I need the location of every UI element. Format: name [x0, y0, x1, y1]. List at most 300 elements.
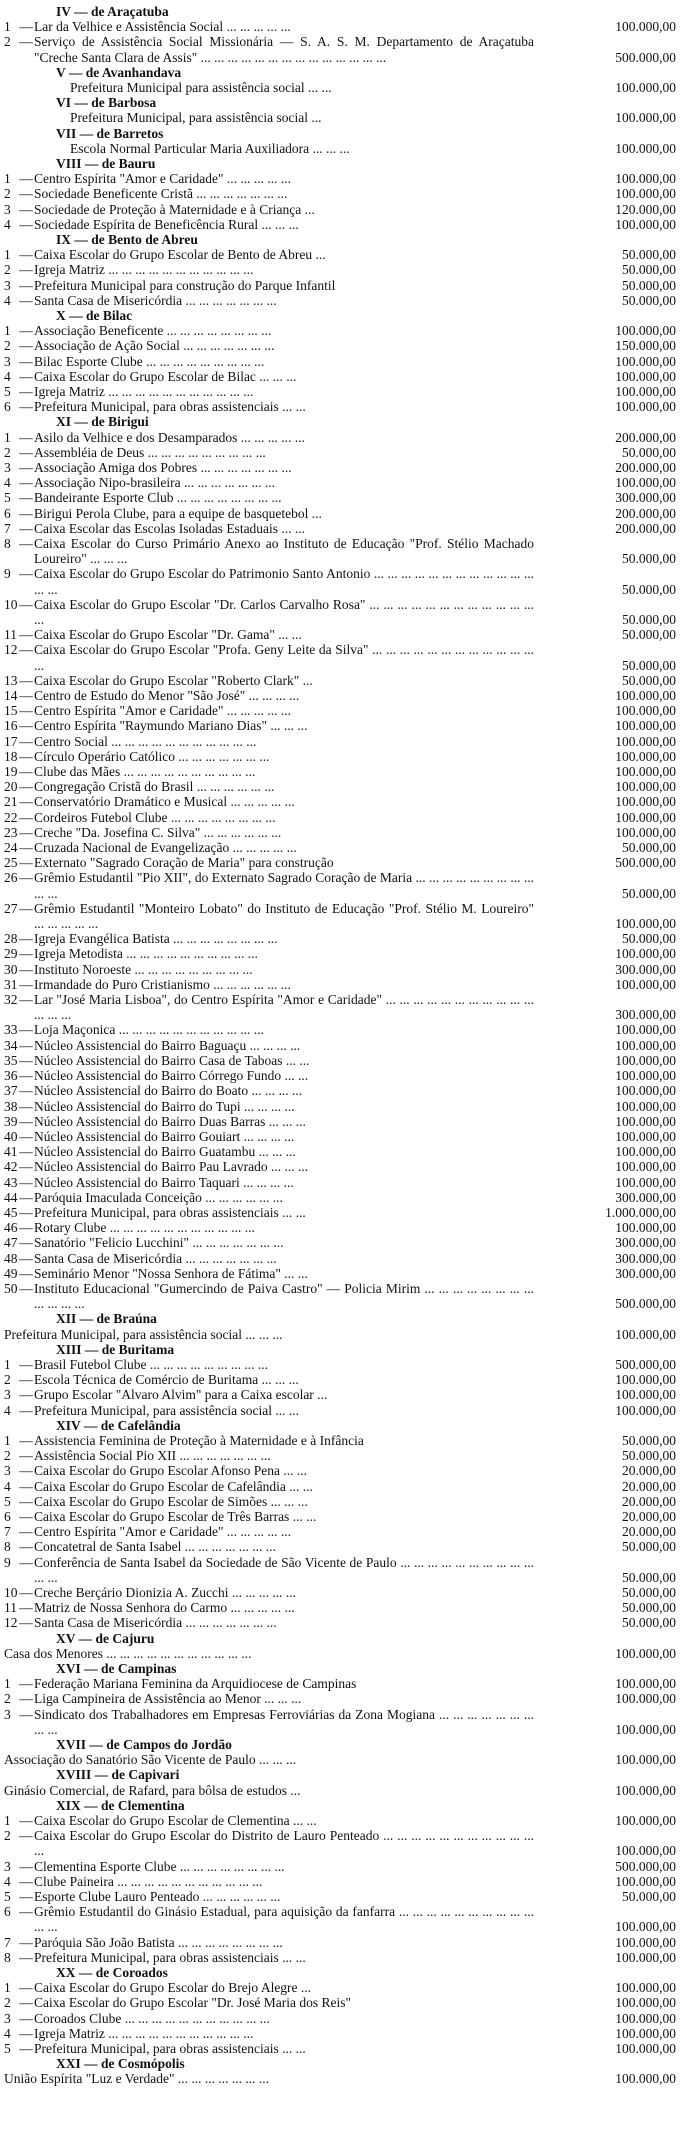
- list-item: [4, 688, 676, 703]
- item-dash: —: [19, 1037, 33, 1053]
- item-amount: 50.000,00: [622, 1888, 676, 1904]
- item-dash: —: [19, 1554, 33, 1570]
- item-amount: 100.000,00: [615, 764, 676, 780]
- item-description: Prefeitura Municipal para assistência social ... ...: [70, 79, 332, 95]
- item-number: 1: [4, 171, 11, 187]
- item-dash: —: [19, 1873, 33, 1889]
- item-description: Brasil Futebol Clube ... ... ... ... ... ... ... ... ...: [34, 1356, 268, 1372]
- list-item: [4, 749, 676, 764]
- list-item: [4, 278, 676, 293]
- list-item: [4, 1691, 676, 1706]
- item-number: 1: [4, 1676, 11, 1692]
- item-description: Cruzada Nacional de Evangelização ... ... ... ... ...: [34, 840, 297, 856]
- item-amount: 100.000,00: [615, 2040, 676, 2056]
- item-dash: —: [19, 672, 33, 688]
- item-description: Externato "Sagrado Coração de Maria" para construção: [34, 855, 334, 871]
- item-dash: —: [19, 718, 33, 734]
- item-amount: 100.000,00: [615, 1052, 676, 1068]
- item-dash: —: [19, 870, 33, 886]
- item-number: 34: [4, 1037, 18, 1053]
- list-item: [4, 1205, 676, 1220]
- item-amount: 100.000,00: [615, 1721, 676, 1737]
- item-number: 2: [4, 444, 11, 460]
- item-number: 3: [4, 1463, 11, 1479]
- list-item: [4, 1144, 676, 1159]
- item-description: Caixa Escolar do Grupo Escolar "Profa. Geny Leite da Silva" ... ... ... ... ... ... ... ... ... ... ... ... ...: [34, 642, 534, 673]
- item-dash: —: [19, 627, 33, 643]
- item-dash: —: [19, 520, 33, 536]
- item-description: Núcleo Assistencial do Bairro do Boato ... ... ... ...: [34, 1083, 303, 1099]
- item-amount: 100.000,00: [615, 1691, 676, 1707]
- list-item: [4, 1615, 676, 1630]
- list-item: [4, 247, 676, 262]
- item-number: 2: [4, 262, 11, 278]
- item-amount: 100.000,00: [615, 703, 676, 719]
- item-number: 7: [4, 1524, 11, 1540]
- item-number: 5: [4, 2040, 11, 2056]
- item-number: 1: [4, 1356, 11, 1372]
- item-number: 45: [4, 1204, 18, 1220]
- list-item: [4, 1524, 676, 1539]
- item-dash: —: [19, 1934, 33, 1950]
- item-amount: 50.000,00: [622, 672, 676, 688]
- item-amount: 120.000,00: [615, 201, 676, 217]
- item-dash: —: [19, 1113, 33, 1129]
- item-description: Clementina Esporte Clube ... ... ... ... ... ... ... ...: [34, 1858, 285, 1874]
- list-item: [4, 186, 676, 201]
- list-item: [4, 673, 676, 688]
- item-number: 14: [4, 688, 18, 704]
- item-number: 11: [4, 627, 17, 643]
- item-amount: 100.000,00: [615, 1113, 676, 1129]
- item-description: Associação Nipo-brasileira ... ... ... ... ... ... ...: [34, 475, 276, 491]
- list-item: [4, 931, 676, 946]
- item-amount: 100.000,00: [615, 1782, 676, 1798]
- item-number: 30: [4, 961, 18, 977]
- item-amount: 100.000,00: [615, 1220, 676, 1236]
- item-number: 16: [4, 718, 18, 734]
- section-heading: XIV — de Cafelândia: [56, 1417, 181, 1433]
- item-dash: —: [19, 733, 33, 749]
- item-amount: 100.000,00: [615, 2010, 676, 2026]
- item-amount: 50.000,00: [622, 657, 676, 673]
- list-item: [4, 825, 676, 840]
- list-item: [4, 1114, 676, 1129]
- item-description: Núcleo Assistencial do Bairro Taquari ... ... ... ...: [34, 1174, 294, 1190]
- item-description: Prefeitura Municipal para construção do Parque Infantil: [34, 277, 336, 293]
- item-number: 3: [4, 201, 11, 217]
- section-heading: VI — de Barbosa: [56, 95, 157, 111]
- item-number: 43: [4, 1174, 18, 1190]
- item-description: Assembléia de Deus ... ... ... ... ... ... ... ... ...: [34, 444, 266, 460]
- item-number: 22: [4, 809, 18, 825]
- item-amount: 100.000,00: [615, 186, 676, 202]
- section-heading: VIII — de Bauru: [56, 155, 156, 171]
- item-dash: —: [19, 338, 33, 354]
- list-item: [4, 794, 676, 809]
- item-amount: 100.000,00: [615, 1083, 676, 1099]
- item-amount: 500.000,00: [615, 1858, 676, 1874]
- item-dash: —: [19, 1949, 33, 1965]
- item-number: 23: [4, 824, 18, 840]
- section-heading: IX — de Bento de Abreu: [56, 231, 198, 247]
- item-amount: 100.000,00: [615, 1752, 676, 1768]
- item-description: Clube das Mães ... ... ... ... ... ... ... ... ... ...: [34, 764, 256, 780]
- list-item: [4, 1904, 676, 1934]
- item-dash: —: [19, 171, 33, 187]
- list-item: [4, 1235, 676, 1250]
- item-amount: 100.000,00: [615, 140, 676, 156]
- item-dash: —: [19, 383, 33, 399]
- item-amount: 300.000,00: [615, 490, 676, 506]
- item-number: 5: [4, 1888, 11, 1904]
- item-amount: 50.000,00: [622, 262, 676, 278]
- item-dash: —: [19, 1235, 33, 1251]
- item-amount: 20.000,00: [622, 1493, 676, 1509]
- item-description: Caixa Escolar do Grupo Escolar de Cafelândia ... ...: [34, 1478, 313, 1494]
- item-dash: —: [19, 292, 33, 308]
- item-number: 39: [4, 1113, 18, 1129]
- item-description: Prefeitura Municipal, para assistência social ...: [70, 110, 322, 126]
- item-amount: 300.000,00: [615, 961, 676, 977]
- item-description: Irmandade do Puro Cristianismo ... ... ... ... ... ...: [34, 976, 291, 992]
- item-dash: —: [19, 247, 33, 263]
- item-description: Assistencia Feminina de Proteção à Maternidade e à Infância: [34, 1432, 364, 1448]
- item-description: Instituto Noroeste ... ... ... ... ... ... ... ... ...: [34, 961, 253, 977]
- list-item: [4, 718, 676, 733]
- item-dash: —: [19, 1432, 33, 1448]
- item-amount: 300.000,00: [615, 1007, 676, 1023]
- item-amount: 1.000.000,00: [605, 1204, 676, 1220]
- item-number: 46: [4, 1220, 18, 1236]
- item-dash: —: [19, 946, 33, 962]
- item-dash: —: [19, 840, 33, 856]
- item-amount: 20.000,00: [622, 1508, 676, 1524]
- item-number: 27: [4, 900, 18, 916]
- item-amount: 100.000,00: [615, 1326, 676, 1342]
- item-amount: 50.000,00: [622, 885, 676, 901]
- list-item: [4, 1889, 676, 1904]
- item-amount: 100.000,00: [615, 1934, 676, 1950]
- list-item: [4, 2011, 676, 2026]
- list-item: [4, 1099, 676, 1114]
- section-heading: XX — de Coroados: [56, 1964, 168, 1980]
- item-description: Santa Casa de Misericórdia ... ... ... ... ... ... ...: [34, 1615, 277, 1631]
- item-number: 2: [4, 1448, 11, 1464]
- item-number: 35: [4, 1052, 18, 1068]
- item-description: Conservatório Dramático e Musical ... ... ... ... ...: [34, 794, 295, 810]
- item-number: 3: [4, 277, 11, 293]
- item-dash: —: [19, 1022, 33, 1038]
- section-heading: IV — de Araçatuba: [56, 4, 169, 19]
- item-description: Creche Berçário Dionizia A. Zucchi ... ... ... ... ...: [34, 1584, 297, 1600]
- item-number: 4: [4, 1402, 11, 1418]
- item-description: Igreja Matriz ... ... ... ... ... ... ... ... ... ... ...: [34, 262, 254, 278]
- item-dash: —: [19, 764, 33, 780]
- list-item: [4, 1859, 676, 1874]
- item-amount: 100.000,00: [615, 323, 676, 339]
- item-amount: 20.000,00: [622, 1524, 676, 1540]
- list-item: [4, 1783, 676, 1798]
- section-heading: XVI — de Campinas: [56, 1660, 177, 1676]
- item-number: 12: [4, 642, 18, 658]
- list-item: [4, 1159, 676, 1174]
- item-dash: —: [19, 1828, 33, 1844]
- item-number: 6: [4, 1904, 11, 1920]
- item-dash: —: [19, 1387, 33, 1403]
- item-number: 8: [4, 1539, 11, 1555]
- item-number: 10: [4, 1584, 18, 1600]
- item-amount: 100.000,00: [615, 1995, 676, 2011]
- item-amount: 500.000,00: [615, 49, 676, 65]
- item-amount: 100.000,00: [615, 1372, 676, 1388]
- item-dash: —: [19, 1174, 33, 1190]
- list-item: [4, 1813, 676, 1828]
- section-heading: XV — de Cajuru: [56, 1630, 155, 1646]
- item-dash: —: [19, 201, 33, 217]
- item-number: 31: [4, 976, 18, 992]
- item-description: Caixa Escolar do Grupo Escolar do Brejo Alegre ...: [34, 1980, 312, 1996]
- list-item: [4, 1555, 676, 1585]
- item-amount: 50.000,00: [622, 840, 676, 856]
- item-dash: —: [19, 855, 33, 871]
- item-description: Ginásio Comercial, de Rafard, para bôlsa de estudos ...: [4, 1782, 301, 1798]
- item-amount: 100.000,00: [615, 718, 676, 734]
- item-number: 10: [4, 596, 18, 612]
- list-item: [4, 19, 676, 34]
- item-description: Sociedade Espírita de Beneficência Rural ... ... ...: [34, 216, 299, 232]
- item-number: 7: [4, 520, 11, 536]
- item-description: Congregação Cristã do Brasil ... ... ... ... ... ...: [34, 779, 275, 795]
- item-amount: 50.000,00: [622, 1569, 676, 1585]
- item-dash: —: [19, 1128, 33, 1144]
- item-description: Prefeitura Municipal, para obras assistenciais ... ...: [34, 1949, 306, 1965]
- item-dash: —: [19, 19, 33, 35]
- item-amount: 300.000,00: [615, 1189, 676, 1205]
- item-number: 26: [4, 870, 18, 886]
- item-description: Casa dos Menores ... ... ... ... ... ... ... ... ... ... ...: [4, 1645, 252, 1661]
- section-heading: XVIII — de Capivari: [56, 1767, 180, 1783]
- item-amount: 50.000,00: [622, 1600, 676, 1616]
- list-item: [4, 1251, 676, 1266]
- list-item: [4, 1509, 676, 1524]
- item-dash: —: [19, 748, 33, 764]
- item-amount: 50.000,00: [622, 1584, 676, 1600]
- item-description: Núcleo Assistencial do Bairro Guatambu ... ... ...: [34, 1144, 296, 1160]
- item-number: 2: [4, 338, 11, 354]
- list-item: [4, 946, 676, 961]
- item-amount: 300.000,00: [615, 1235, 676, 1251]
- item-amount: 20.000,00: [622, 1463, 676, 1479]
- item-description: Caixa Escolar do Grupo Escolar "Dr. Carlos Carvalho Rosa" ... ... ... ... ... ... ... ... ... ... ... ... ...: [34, 596, 534, 627]
- list-item: [4, 1433, 676, 1448]
- item-description: Coroados Clube ... ... ... ... ... ... ... ... ... ... ...: [34, 2010, 270, 2026]
- item-dash: —: [19, 1189, 33, 1205]
- item-number: 36: [4, 1068, 18, 1084]
- item-number: 50: [4, 1280, 18, 1296]
- item-description: Paróquia Imaculada Conceição ... ... ... ... ... ...: [34, 1189, 283, 1205]
- list-item: [4, 202, 676, 217]
- item-dash: —: [19, 976, 33, 992]
- item-number: 3: [4, 1858, 11, 1874]
- item-amount: 100.000,00: [615, 1144, 676, 1160]
- item-dash: —: [19, 1539, 33, 1555]
- item-amount: 100.000,00: [615, 2071, 676, 2087]
- item-amount: 100.000,00: [615, 946, 676, 962]
- item-description: Caixa Escolar do Grupo Escolar de Bento de Abreu ...: [34, 247, 326, 263]
- list-item: [4, 521, 676, 536]
- item-amount: 500.000,00: [615, 1356, 676, 1372]
- list-item: [4, 1494, 676, 1509]
- item-number: 1: [4, 1812, 11, 1828]
- item-amount: 100.000,00: [615, 1645, 676, 1661]
- item-number: 2: [4, 34, 11, 50]
- item-dash: —: [19, 1615, 33, 1631]
- list-item: [4, 1175, 676, 1190]
- item-description: Prefeitura Municipal, para assistência social ... ...: [34, 1402, 300, 1418]
- list-item: [4, 384, 676, 399]
- item-number: 18: [4, 748, 18, 764]
- item-dash: —: [19, 1691, 33, 1707]
- item-description: Caixa Escolar do Grupo Escolar de Bilac ... ... ...: [34, 368, 297, 384]
- list-item: [4, 34, 676, 64]
- item-amount: 100.000,00: [615, 733, 676, 749]
- item-dash: —: [19, 1706, 33, 1722]
- item-dash: —: [19, 1995, 33, 2011]
- list-item: [4, 2071, 676, 2086]
- item-description: Igreja Matriz ... ... ... ... ... ... ... ... ... ... ...: [34, 2025, 254, 2041]
- item-description: Caixa Escolar do Grupo Escolar "Dr. José Maria dos Reis": [34, 1995, 351, 2011]
- list-item: [4, 597, 676, 627]
- item-description: Escola Técnica de Comércio de Buritama ... ... ...: [34, 1372, 299, 1388]
- list-item: [4, 627, 676, 642]
- item-dash: —: [19, 535, 33, 551]
- item-amount: 100.000,00: [615, 748, 676, 764]
- list-item: [4, 369, 676, 384]
- item-dash: —: [19, 505, 33, 521]
- item-description: Sanatório "Felicio Lucchini" ... ... ... ... ... ... ...: [34, 1235, 284, 1251]
- item-number: 2: [4, 186, 11, 202]
- list-item: [4, 703, 676, 718]
- item-number: 37: [4, 1083, 18, 1099]
- item-description: Rotary Clube ... ... ... ... ... ... ... ... ... ... ...: [34, 1220, 255, 1236]
- item-dash: —: [19, 1980, 33, 1996]
- item-number: 5: [4, 383, 11, 399]
- list-item: [4, 1068, 676, 1083]
- item-amount: 500.000,00: [615, 1296, 676, 1312]
- list-item: [4, 293, 676, 308]
- item-dash: —: [19, 794, 33, 810]
- item-amount: 100.000,00: [615, 1676, 676, 1692]
- item-dash: —: [19, 1083, 33, 1099]
- list-item: [4, 1038, 676, 1053]
- item-amount: 100.000,00: [615, 794, 676, 810]
- item-amount: 50.000,00: [622, 551, 676, 567]
- item-description: Associação Amiga dos Pobres ... ... ... ... ... ... ...: [34, 459, 292, 475]
- item-amount: 100.000,00: [615, 1068, 676, 1084]
- item-description: Caixa Escolar do Grupo Escolar "Dr. Gama" ... ...: [34, 627, 302, 643]
- list-item: [4, 171, 676, 186]
- item-description: Centro Espírita "Amor e Caridade" ... ... ... ... ...: [34, 171, 291, 187]
- section-heading: XXI — de Cosmópolis: [56, 2056, 185, 2072]
- item-description: União Espírita "Luz e Verdade" ... ... ... ... ... ... ...: [4, 2071, 269, 2087]
- list-item: [4, 1083, 676, 1098]
- item-number: 9: [4, 566, 11, 582]
- item-dash: —: [19, 1448, 33, 1464]
- section-heading: XII — de Braúna: [56, 1311, 157, 1327]
- item-description: Caixa Escolar do Grupo Escolar de Três Barras ... ...: [34, 1508, 317, 1524]
- item-amount: 50.000,00: [622, 444, 676, 460]
- item-amount: 50.000,00: [622, 1615, 676, 1631]
- item-dash: —: [19, 1812, 33, 1828]
- item-dash: —: [19, 1584, 33, 1600]
- item-dash: —: [19, 566, 33, 582]
- list-item: [4, 1281, 676, 1311]
- item-amount: 200.000,00: [615, 520, 676, 536]
- item-number: 4: [4, 216, 11, 232]
- item-description: Núcleo Assistencial do Bairro Pau Lavrado ... ... ...: [34, 1159, 309, 1175]
- item-description: Igreja Metodista ... ... ... ... ... ... ... ... ... ...: [34, 946, 258, 962]
- list-item: [4, 1053, 676, 1068]
- item-dash: —: [19, 824, 33, 840]
- list-item: [4, 110, 676, 125]
- item-description: Sociedade de Proteção à Maternidade e à Criança ...: [34, 201, 315, 217]
- item-dash: —: [19, 1508, 33, 1524]
- item-number: 1: [4, 1980, 11, 1996]
- item-dash: —: [19, 1676, 33, 1692]
- item-description: Prefeitura Municipal, para assistência social ... ... ...: [4, 1326, 283, 1342]
- item-number: 3: [4, 353, 11, 369]
- item-number: 44: [4, 1189, 18, 1205]
- item-amount: 100.000,00: [615, 1402, 676, 1418]
- item-description: Federação Mariana Feminina da Arquidiocese de Campinas: [34, 1676, 357, 1692]
- item-number: 9: [4, 1554, 11, 1570]
- item-number: 33: [4, 1022, 18, 1038]
- item-dash: —: [19, 368, 33, 384]
- section-heading: XIX — de Clementina: [56, 1797, 185, 1813]
- item-description: Matriz de Nossa Senhora do Carmo ... ... ... ... ...: [34, 1600, 295, 1616]
- item-number: 12: [4, 1615, 18, 1631]
- item-description: Santa Casa de Misericórdia ... ... ... ... ... ... ...: [34, 1250, 277, 1266]
- section-heading: V — de Avanhandava: [56, 64, 182, 80]
- item-amount: 100.000,00: [615, 1159, 676, 1175]
- item-description: Seminário Menor "Nossa Senhora de Fátima" ... ...: [34, 1265, 308, 1281]
- item-dash: —: [19, 779, 33, 795]
- item-number: 47: [4, 1235, 18, 1251]
- list-item: [4, 1539, 676, 1554]
- item-description: Sindicato dos Trabalhadores em Empresas Ferroviárias da Zona Mogiana ... ... ... ... ... ... ... ... ...: [34, 1706, 534, 1737]
- item-description: Caixa Escolar do Grupo Escolar de Clementina ... ...: [34, 1812, 317, 1828]
- item-number: 29: [4, 946, 18, 962]
- item-amount: 100.000,00: [615, 171, 676, 187]
- item-dash: —: [19, 2025, 33, 2041]
- item-description: Caixa Escolar do Grupo Escolar "Roberto Clark" ...: [34, 672, 313, 688]
- item-amount: 200.000,00: [615, 429, 676, 445]
- item-dash: —: [19, 1463, 33, 1479]
- item-number: 1: [4, 1432, 11, 1448]
- item-number: 48: [4, 1250, 18, 1266]
- item-number: 4: [4, 2025, 11, 2041]
- list-item: [4, 141, 676, 156]
- item-amount: 100.000,00: [615, 19, 676, 35]
- list-item: [4, 992, 676, 1022]
- list-item: [4, 1190, 676, 1205]
- item-amount: 100.000,00: [615, 1128, 676, 1144]
- list-item: [4, 1266, 676, 1281]
- list-item: [4, 1448, 676, 1463]
- list-item: [4, 2041, 676, 2056]
- item-dash: —: [19, 262, 33, 278]
